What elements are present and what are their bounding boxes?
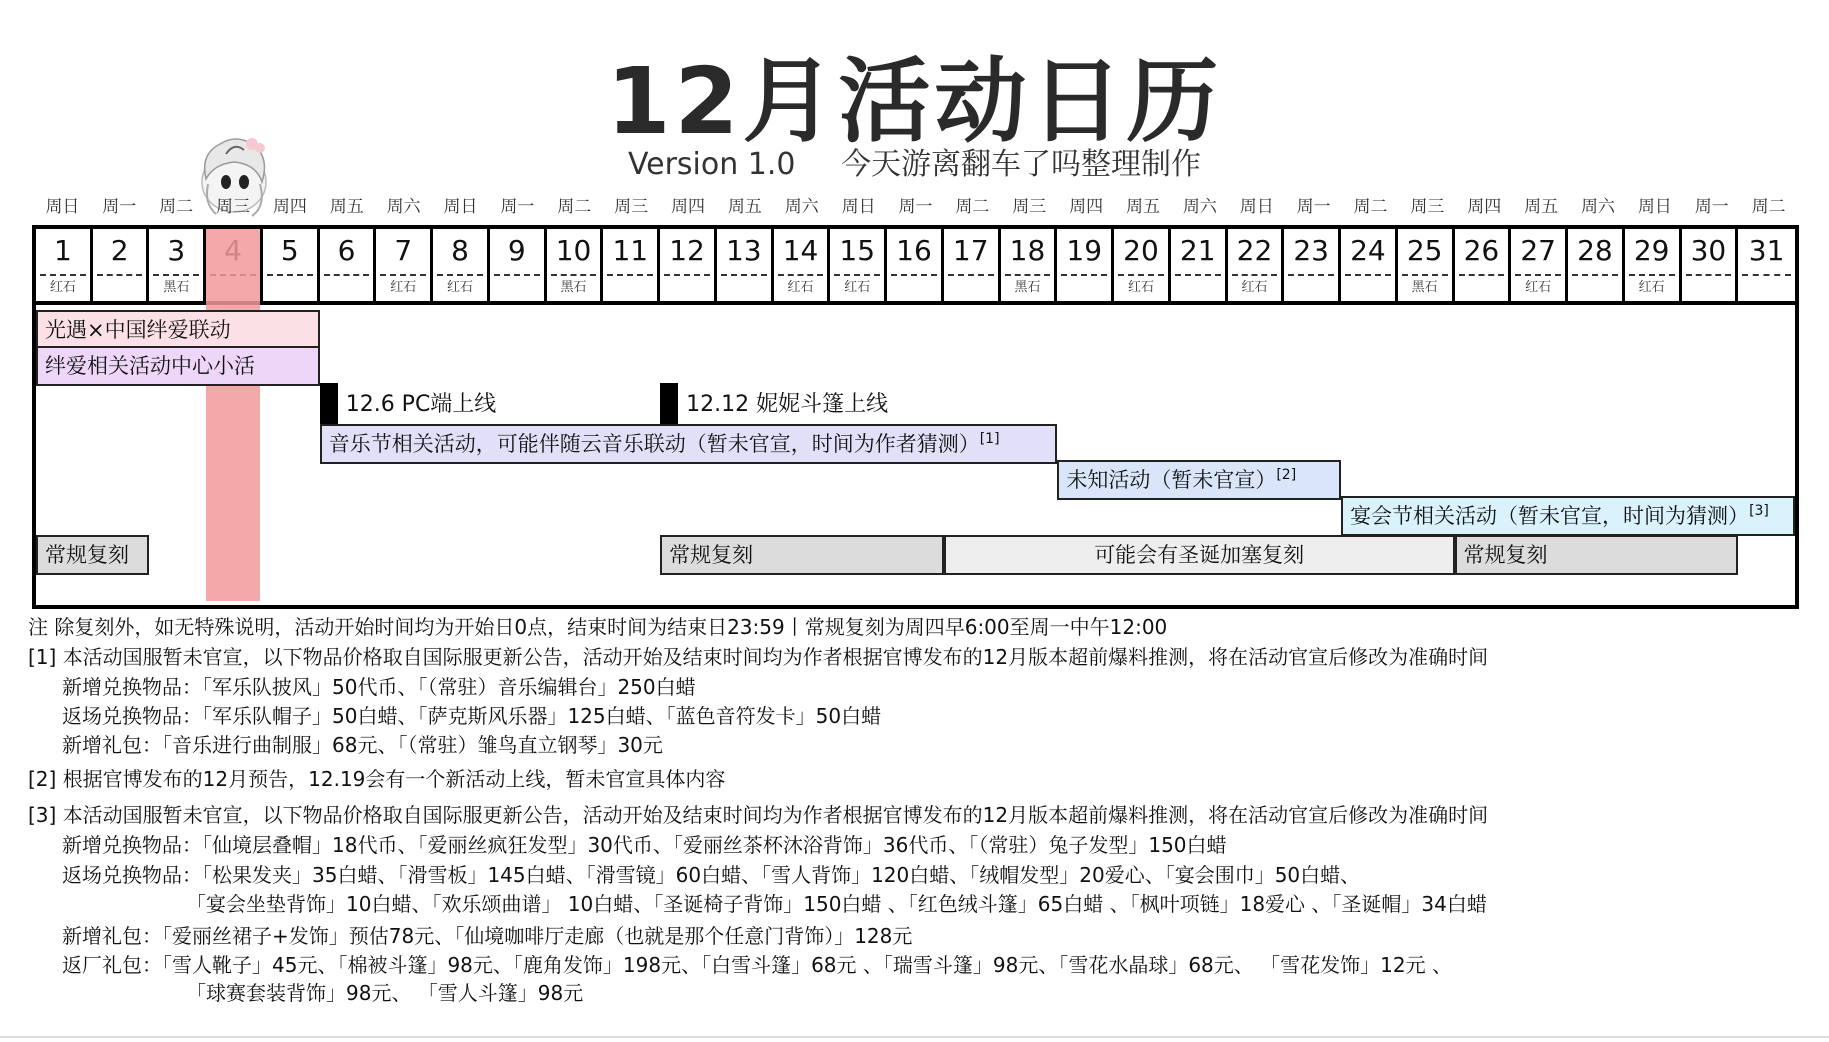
date-cell [1682,229,1739,301]
event-bar-feast: 宴会节相关活动（暂未官宣，时间为猜测）[3] [1341,496,1795,536]
date-dashed-line [948,274,994,276]
date-dashed-line [778,274,824,276]
date-number: 23 [1293,234,1329,267]
date-number: 26 [1463,234,1500,267]
weekday-label: 周日 [841,197,876,217]
date-dashed-line [664,274,710,276]
date-dashed-line [1175,274,1221,276]
date-cell [1738,229,1795,301]
note-3-new: 新增兑换物品：「仙境层叠帽」18代币、「爱丽丝疯狂发型」30代币、「爱丽丝茶杯沐浴背饰」36代币、「（常驻）兔子发型」150白蜡 [62,833,1227,857]
pc-launch-label: 12.6 PC端上线 [345,392,497,417]
date-number: 19 [1066,234,1103,267]
date-number: 5 [280,234,299,267]
footnote-ref-2: [2] [1276,467,1297,483]
date-cell [433,229,490,301]
date-cell [774,229,831,301]
date-cell [263,229,320,301]
event-bar-rerun-3: 常规复刻 [1455,535,1739,575]
date-dashed-line [267,274,313,276]
weekday-label: 周六 [386,197,421,217]
date-cell [1171,229,1228,301]
date-cell [1057,229,1114,301]
weekday-label: 周一 [1296,197,1331,217]
date-dashed-line [607,274,653,276]
date-dashed-line [891,274,937,276]
weekday-label: 周日 [1239,197,1274,217]
stone-label: 红石 [1241,280,1268,295]
note-1-return: 返场兑换物品：「军乐队帽子」50白蜡、「萨克斯风乐器」125白蜡、「蓝色音符发卡」50白蜡 [62,704,882,728]
note-3-pack: 新增礼包：「爱丽丝裙子+发饰」预估78元、「仙境咖啡厅走廊（也就是那个任意门背饰）」128元 [62,924,913,948]
weekday-header [34,196,1797,218]
date-cell [1625,229,1682,301]
weekday-label: 周日 [45,197,80,217]
note-3-rerun-pack-1: 返厂礼包：「雪人靴子」45元、「棉被斗篷」98元、「鹿角发饰」198元、「白雪斗篷」68元 、「瑞雪斗篷」98元、「雪花水晶球」68元、 「雪花发饰」12元 、 [62,953,1452,977]
date-dashed-line [1742,274,1791,276]
stone-label: 红石 [49,280,76,295]
weekday-label: 周四 [1467,197,1502,217]
note-3-return-2: 「宴会坐垫背饰」10白蜡、「欢乐颂曲谱」 10白蜡、「圣诞椅子背饰」150白蜡 、「红色绒斗篷」65白蜡 、「枫叶项链」18爱心 、「圣诞帽」34白蜡 [186,892,1487,916]
weekday-label: 周三 [614,197,649,217]
date-cell [547,229,604,301]
today-highlight-column [206,229,260,601]
event-bar-rerun-2: 常规复刻 [660,535,944,575]
date-cell [376,229,433,301]
date-dashed-line [437,274,483,276]
note-1-title: [1] 本活动国服暂未官宣，以下物品价格取自国际服更新公告，活动开始及结束时间均为作者根据官博发布的12月版本超前爆料推测，将在活动官宣后修改为准确时间 [28,645,1489,669]
stone-label: 红石 [1638,280,1665,295]
stone-label: 红石 [844,280,871,295]
date-dashed-line [1515,274,1561,276]
date-dashed-line [1118,274,1164,276]
footnote-ref-3: [3] [1749,503,1769,519]
weekday-label: 周一 [1694,197,1729,217]
date-dashed-line [1459,274,1505,276]
weekday-label: 周二 [955,197,990,217]
date-number: 8 [451,234,469,267]
date-cell [1001,229,1058,301]
weekday-label: 周四 [1069,197,1104,217]
date-cell [717,229,774,301]
date-number: 31 [1748,234,1785,267]
nini-cape-label: 12.12 妮妮斗篷上线 [686,392,889,417]
date-dashed-line [1005,274,1051,276]
date-cell [660,229,717,301]
date-dashed-line [153,274,199,276]
stone-label: 黑石 [1411,280,1438,295]
date-cell [490,229,547,301]
date-number: 18 [1009,234,1046,267]
date-number: 6 [337,234,356,267]
weekday-label: 周六 [1580,197,1615,217]
weekday-label: 周五 [329,197,364,217]
date-cell [320,229,377,301]
date-dashed-line [1061,274,1107,276]
author-label: 今天游离翻车了吗整理制作 [841,147,1202,182]
date-number: 22 [1236,234,1273,267]
note-1-new: 新增兑换物品：「军乐队披风」50代币、「（常驻）音乐编辑台」250白蜡 [62,675,696,699]
note-3-title: [3] 本活动国服暂未官宣，以下物品价格取自国际服更新公告，活动开始及结束时间均为作者根据官博发布的12月版本超前爆料推测，将在活动官宣后修改为准确时间 [28,803,1489,827]
weekday-label: 周三 [1410,197,1445,217]
date-row [36,229,1795,301]
stone-label: 黑石 [163,280,190,295]
bottom-divider [0,1036,1829,1038]
date-dashed-line [324,274,370,276]
date-cell [1284,229,1341,301]
date-dashed-line [1402,274,1448,276]
date-number: 10 [555,234,592,267]
date-number: 2 [110,234,129,267]
footnote-ref-1: [1] [979,431,1000,447]
event-bar-christmas: 可能会有圣诞加塞复刻 [944,535,1455,575]
stone-label: 黑石 [560,280,587,295]
stone-label: 红石 [1127,280,1154,295]
date-cell [944,229,1001,301]
note-2: [2] 根据官博发布的12月预告，12.19会有一个新活动上线，暂未官宣具体内容 [28,767,726,791]
date-number: 14 [782,234,819,267]
weekday-label: 周六 [1182,197,1217,217]
date-cell [830,229,887,301]
event-bar-music-fest: 音乐节相关活动，可能伴随云音乐联动（暂未官宣，时间为作者猜测）[1] [320,424,1058,464]
date-cell [1455,229,1512,301]
stone-label: 红石 [1525,280,1552,295]
weekday-label: 周三 [216,197,251,217]
weekday-label: 周三 [1012,197,1047,217]
date-number: 20 [1123,234,1159,267]
weekday-label: 周二 [557,197,592,217]
date-number: 11 [612,234,649,267]
date-cell [149,229,206,301]
date-dashed-line [494,274,540,276]
date-number: 27 [1520,234,1556,267]
weekday-label: 周一 [898,197,933,217]
date-cell [1228,229,1285,301]
date-cell [1511,229,1568,301]
date-cell [93,229,150,301]
date-number: 25 [1406,234,1443,267]
date-dashed-line [834,274,880,276]
date-number: 15 [839,234,876,267]
weekday-label: 周日 [443,197,478,217]
version-label: Version 1.0 [627,147,796,182]
date-cell [1568,229,1625,301]
date-number: 30 [1690,234,1727,267]
stone-label: 黑石 [1014,280,1041,295]
date-dashed-line [1686,274,1732,276]
date-dashed-line [1629,274,1675,276]
date-dashed-line [1345,274,1391,276]
date-row-separator [36,301,1795,305]
weekday-label: 周一 [102,197,137,217]
weekday-label: 周四 [671,197,706,217]
date-cell [887,229,944,301]
date-cell [1398,229,1455,301]
date-number: 24 [1350,234,1386,267]
date-number: 28 [1577,234,1613,267]
event-bar-kizuna-center: 绊爱相关活动中心小活 [36,346,320,386]
weekday-label: 周二 [1751,197,1786,217]
weekday-label: 周日 [1637,197,1672,217]
note-1-pack: 新增礼包：「音乐进行曲制服」68元、「（常驻）雏鸟直立钢琴」30元 [62,733,663,757]
page-title: 12月活动日历 [606,48,1223,155]
date-dashed-line [721,274,767,276]
date-dashed-line [380,274,426,276]
date-number: 29 [1633,234,1670,267]
date-dashed-line [97,274,143,276]
date-dashed-line [1232,274,1278,276]
weekday-label: 周六 [784,197,819,217]
date-number: 1 [53,234,72,267]
date-number: 3 [167,234,186,267]
event-bar-collab: 光遇×中国绊爱联动 [36,310,320,350]
date-number: 9 [507,234,526,267]
calendar-frame [32,225,1799,609]
date-number: 17 [952,234,989,267]
weekday-label: 周一 [500,197,535,217]
weekday-label: 周五 [1524,197,1559,217]
date-cell [1114,229,1171,301]
date-cell [36,229,93,301]
weekday-label: 周五 [1125,197,1160,217]
note-3-rerun-pack-2: 「球赛套装背饰」98元、 「雪人斗篷」98元 [186,981,584,1005]
date-number: 13 [725,234,762,267]
date-cell [603,229,660,301]
weekday-label: 周五 [727,197,762,217]
stone-label: 红石 [447,280,474,295]
weekday-label: 周四 [272,197,307,217]
stone-label: 红石 [390,280,417,295]
date-cell [1341,229,1398,301]
note-general: 注 除复刻外，如无特殊说明，活动开始时间均为开始日0点，结束时间为结束日23:59丨常规复刻为周四早6:00至周一中午12:00 [28,615,1168,639]
note-3-return-1: 返场兑换物品：「松果发夹」35白蜡、「滑雪板」145白蜡、「滑雪镜」60白蜡、「雪人背饰」120白蜡、「绒帽发型」20爱心、「宴会围巾」50白蜡、 [62,863,1361,887]
date-number: 12 [669,234,705,267]
event-bar-rerun-1: 常规复刻 [36,535,149,575]
date-dashed-line [551,274,597,276]
date-number: 7 [394,234,413,267]
weekday-label: 周二 [159,197,194,217]
date-number: 16 [896,234,932,267]
event-bar-unknown: 未知活动（暂未官宣）[2] [1057,460,1341,500]
weekday-label: 周二 [1353,197,1388,217]
stone-label: 红石 [787,280,814,295]
date-number: 21 [1179,234,1216,267]
date-dashed-line [1288,274,1334,276]
date-dashed-line [40,274,86,276]
date-dashed-line [1572,274,1618,276]
